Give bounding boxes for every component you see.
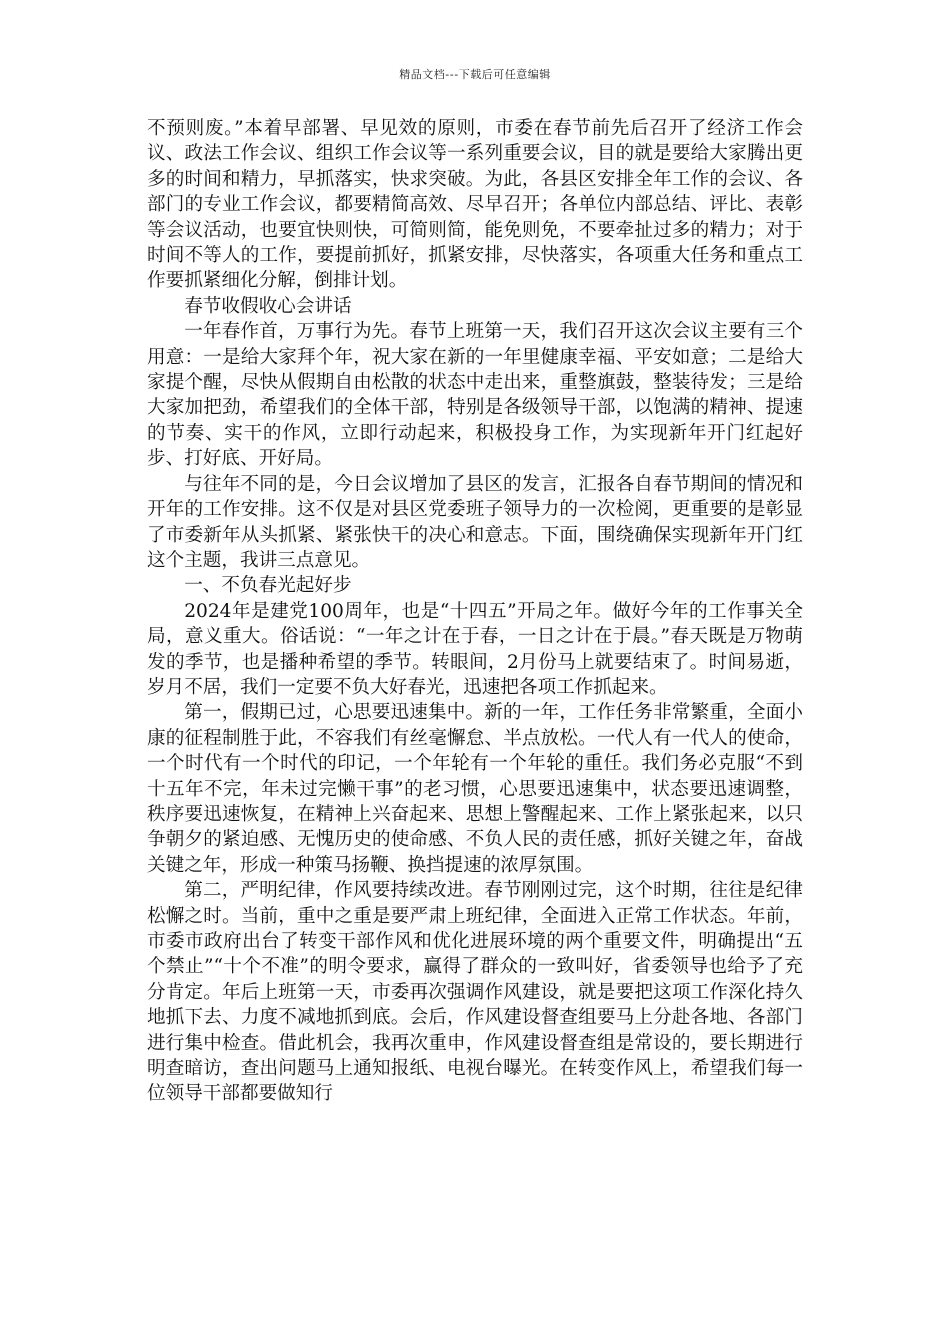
paragraph-year: 2024年是建党100周年，也是“十四五”开局之年。做好今年的工作事关全局，意义重大。俗话说：“一年之计在于春，一日之计在于晨。”春天既是万物萌发的季节，也是播种希望的季节。转眼间，2月份马上就要结束了。时间易逝，岁月不居，我们一定要不负大好春光，迅速把各项工作抓起来。: [147, 600, 803, 698]
paragraph-continuation: 不预则废。”本着早部署、早见效的原则，市委在春节前先后召开了经济工作会议、政法工作会议、组织工作会议等一系列重要会议，目的就是要给大家腾出更多的时间和精力，早抓落实，快求突破。为此，各县区安排全年工作的会议、各部门的专业工作会议，都要精简高效、尽早召开；各单位内部总结、评比、表彰等会议活动，也要宜快则快，可简则简，能免则免，不要牵扯过多的精力；对于时间不等人的工作，要提前抓好，抓紧安排，尽快落实，各项重大任务和重点工作要抓紧细化分解，倒排计划。: [147, 118, 803, 292]
paragraph-intro: 一年春作首，万事行为先。春节上班第一天，我们召开这次会议主要有三个用意：一是给大家拜个年，祝大家在新的一年里健康幸福、平安如意；二是给大家提个醒，尽快从假期自由松散的状态中走出来，重整旗鼓，整装待发；三是给大家加把劲，希望我们的全体干部，特别是各级领导干部，以饱满的精神、提速的节奏、实干的作风，立即行动起来，积极投身工作，为实现新年开门红起好步、打好底、开好局。: [147, 321, 803, 470]
page-header: 精品文档---下载后可任意编辑: [399, 68, 551, 81]
heading-part-one: 一、不负春光起好步: [184, 575, 352, 597]
section-title: 春节收假收心会讲话: [184, 295, 352, 317]
paragraph-difference: 与往年不同的是，今日会议增加了县区的发言，汇报各自春节期间的情况和开年的工作安排。这不仅是对县区党委班子领导力的一次检阅，更重要的是彰显了市委新年从头抓紧、紧张快干的决心和意志。下面，围绕确保实现新年开门红这个主题，我讲三点意见。: [147, 473, 803, 571]
document-body: [147, 116, 803, 1107]
paragraph-first-point: 第一，假期已过，心思要迅速集中。新的一年，工作任务非常繁重，全面小康的征程制胜于此，不容我们有丝毫懈怠、半点放松。一代人有一代人的使命，一个时代有一个时代的印记，一个年轮有一个年轮的重任。我们务必克服“不到十五年不完，年未过完懒干事”的老习惯，心思要迅速集中，状态要迅速调整，秩序要迅速恢复，在精神上兴奋起来、思想上警醒起来、工作上紧张起来，以只争朝夕的紧迫感、无愧历史的使命感、不负人民的责任感，抓好关键之年，奋战关键之年，形成一种策马扬鞭、换挡提速的浓厚氛围。: [147, 702, 803, 876]
paragraph-second-point: 第二，严明纪律，作风要持续改进。春节刚刚过完，这个时期，往往是纪律松懈之时。当前，重中之重是要严肃上班纪律，全面进入正常工作状态。年前，市委市政府出台了转变干部作风和优化进展环境的两个重要文件，明确提出“五个禁止”“十个不准”的明令要求，赢得了群众的一致叫好，省委领导也给予了充分肯定。年后上班第一天，市委再次强调作风建设，就是要把这项工作深化持久地抓下去、力度不减地抓到底。会后，作风建设督查组要马上分赴各地、各部门进行集中检查。借此机会，我再次重申，作风建设督查组是常设的，要长期进行明查暗访，查出问题马上通知报纸、电视台曝光。在转变作风上，希望我们每一位领导干部都要做知行: [147, 880, 803, 1105]
